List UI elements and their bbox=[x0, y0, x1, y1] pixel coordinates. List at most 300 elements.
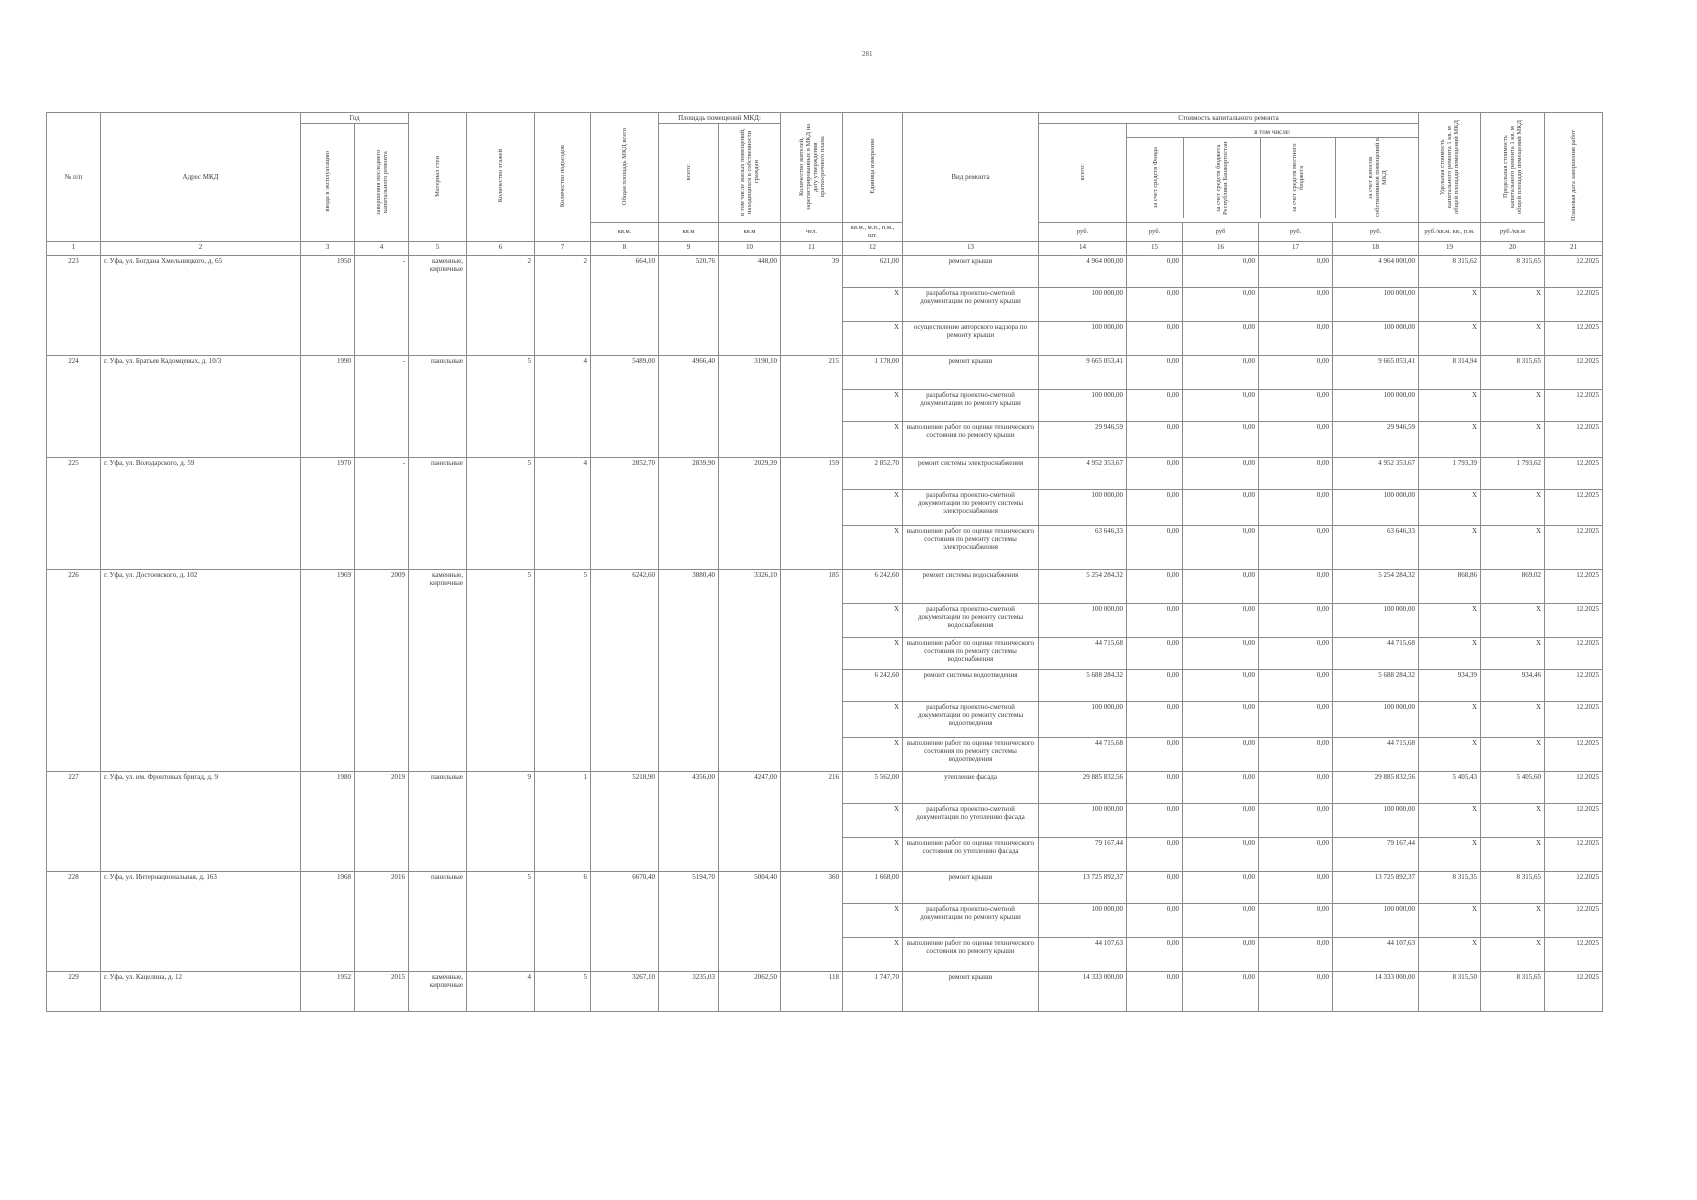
header-repair-type: Вид ремонта bbox=[903, 113, 1039, 242]
planned-date-cell: 12.2025 bbox=[1545, 702, 1603, 738]
year-commission-cell: 1969 bbox=[301, 570, 355, 772]
cost-fund-cell: 0,00 bbox=[1127, 490, 1183, 526]
header-entrances: Количество подъездов bbox=[559, 144, 566, 208]
max-cost-cell: X bbox=[1481, 638, 1545, 670]
planned-date-cell: 12.2025 bbox=[1545, 938, 1603, 972]
cost-republic-cell: 0,00 bbox=[1183, 390, 1259, 422]
quantity-cell: X bbox=[843, 526, 903, 570]
max-cost-cell: 1 793,62 bbox=[1481, 458, 1545, 490]
cost-fund-cell: 0,00 bbox=[1127, 570, 1183, 604]
repair-type-cell: выполнение работ по оценке технического состояния по ремонту крыши bbox=[903, 422, 1039, 458]
repair-type-cell: выполнение работ по оценке технического состояния по ремонту системы водоснабжения bbox=[903, 638, 1039, 670]
cost-total-cell: 29 946,59 bbox=[1039, 422, 1127, 458]
max-cost-cell: X bbox=[1481, 288, 1545, 322]
unit-cost-cell: 8 315,62 bbox=[1419, 256, 1481, 288]
total-area-cell: 3267,10 bbox=[591, 972, 659, 1012]
max-cost-cell: X bbox=[1481, 390, 1545, 422]
header-cost-owners: за счет взносов собственников помещений в МКД bbox=[1366, 138, 1388, 218]
row-number: 226 bbox=[47, 570, 101, 772]
cost-local-cell: 0,00 bbox=[1259, 526, 1333, 570]
header-room-area-total: всего: bbox=[685, 163, 692, 181]
unit-cost-cell: 8 315,50 bbox=[1419, 972, 1481, 1012]
unit-cost-cell: X bbox=[1419, 526, 1481, 570]
max-cost-cell: X bbox=[1481, 804, 1545, 838]
unit-16: руб bbox=[1183, 223, 1259, 242]
residential-area-cell: 2062,50 bbox=[719, 972, 781, 1012]
year-commission-cell: 1990 bbox=[301, 356, 355, 458]
quantity-cell: 1 747,70 bbox=[843, 972, 903, 1012]
room-area-cell: 2839,90 bbox=[659, 458, 719, 570]
entrances-cell: 4 bbox=[535, 356, 591, 458]
address-cell: г. Уфа, ул. Интернациональная, д. 163 bbox=[101, 872, 301, 972]
unit-cost-cell: 1 793,39 bbox=[1419, 458, 1481, 490]
repair-type-cell: разработка проектно-сметной документации по ремонту системы водоотведения bbox=[903, 702, 1039, 738]
cost-total-cell: 100 000,00 bbox=[1039, 904, 1127, 938]
cost-local-cell: 0,00 bbox=[1259, 490, 1333, 526]
header-num: № п/п bbox=[47, 113, 101, 242]
cost-republic-cell: 0,00 bbox=[1183, 570, 1259, 604]
column-number: 10 bbox=[719, 242, 781, 256]
cost-total-cell: 100 000,00 bbox=[1039, 604, 1127, 638]
wall-material-cell: панельные bbox=[409, 458, 467, 570]
cost-republic-cell: 0,00 bbox=[1183, 256, 1259, 288]
cost-fund-cell: 0,00 bbox=[1127, 702, 1183, 738]
repair-type-cell: разработка проектно-сметной документации по ремонту крыши bbox=[903, 288, 1039, 322]
repair-type-cell: ремонт крыши bbox=[903, 972, 1039, 1012]
header-unit: Единица измерения bbox=[869, 139, 876, 194]
planned-date-cell: 12.2025 bbox=[1545, 838, 1603, 872]
cost-total-cell: 100 000,00 bbox=[1039, 288, 1127, 322]
quantity-cell: X bbox=[843, 904, 903, 938]
repair-type-cell: ремонт системы электроснабжения bbox=[903, 458, 1039, 490]
year-commission-cell: 1952 bbox=[301, 972, 355, 1012]
residential-area-cell: 5004,40 bbox=[719, 872, 781, 972]
table-row bbox=[47, 570, 1603, 604]
max-cost-cell: 8 315,65 bbox=[1481, 872, 1545, 904]
cost-fund-cell: 0,00 bbox=[1127, 938, 1183, 972]
unit-cost-cell: 8 315,35 bbox=[1419, 872, 1481, 904]
max-cost-cell: X bbox=[1481, 702, 1545, 738]
header-year-last-repair: завершения последнего капитального ремонта bbox=[374, 148, 389, 215]
address-cell: г. Уфа, ул. Достоевского, д. 102 bbox=[101, 570, 301, 772]
cost-fund-cell: 0,00 bbox=[1127, 604, 1183, 638]
header-max-cost: Предельная стоимость капитального ремонта 1 кв. м общей площади помещений МКД bbox=[1502, 119, 1523, 214]
cost-republic-cell: 0,00 bbox=[1183, 838, 1259, 872]
room-area-cell: 3235,03 bbox=[659, 972, 719, 1012]
max-cost-cell: X bbox=[1481, 422, 1545, 458]
cost-fund-cell: 0,00 bbox=[1127, 422, 1183, 458]
cost-local-cell: 0,00 bbox=[1259, 838, 1333, 872]
cost-republic-cell: 0,00 bbox=[1183, 526, 1259, 570]
quantity-cell: X bbox=[843, 322, 903, 356]
floors-cell: 5 bbox=[467, 458, 535, 570]
repair-type-cell: разработка проектно-сметной документации по ремонту крыши bbox=[903, 904, 1039, 938]
column-number: 7 bbox=[535, 242, 591, 256]
header-floors: Количество этажей bbox=[497, 149, 504, 203]
column-number: 21 bbox=[1545, 242, 1603, 256]
planned-date-cell: 12.2025 bbox=[1545, 638, 1603, 670]
max-cost-cell: 869,02 bbox=[1481, 570, 1545, 604]
max-cost-cell: X bbox=[1481, 526, 1545, 570]
room-area-cell: 4966,40 bbox=[659, 356, 719, 458]
unit-cost-cell: X bbox=[1419, 638, 1481, 670]
cost-fund-cell: 0,00 bbox=[1127, 872, 1183, 904]
cost-republic-cell: 0,00 bbox=[1183, 638, 1259, 670]
quantity-cell: 1 178,00 bbox=[843, 356, 903, 390]
cost-owners-cell: 9 665 053,41 bbox=[1333, 356, 1419, 390]
room-area-cell: 4356,00 bbox=[659, 772, 719, 872]
wall-material-cell: каменные, кирпичные bbox=[409, 570, 467, 772]
total-area-cell: 5218,90 bbox=[591, 772, 659, 872]
cost-local-cell: 0,00 bbox=[1259, 390, 1333, 422]
cost-republic-cell: 0,00 bbox=[1183, 804, 1259, 838]
max-cost-cell: X bbox=[1481, 738, 1545, 772]
year-commission-cell: 1970 bbox=[301, 458, 355, 570]
cost-fund-cell: 0,00 bbox=[1127, 670, 1183, 702]
cost-owners-cell: 5 688 284,32 bbox=[1333, 670, 1419, 702]
max-cost-cell: X bbox=[1481, 604, 1545, 638]
row-number: 225 bbox=[47, 458, 101, 570]
cost-republic-cell: 0,00 bbox=[1183, 604, 1259, 638]
cost-fund-cell: 0,00 bbox=[1127, 256, 1183, 288]
repair-type-cell: осуществление авторского надзора по ремонту крыши bbox=[903, 322, 1039, 356]
cost-owners-cell: 13 725 892,37 bbox=[1333, 872, 1419, 904]
quantity-cell: X bbox=[843, 604, 903, 638]
column-number: 15 bbox=[1127, 242, 1183, 256]
max-cost-cell: 934,46 bbox=[1481, 670, 1545, 702]
unit-cost-cell: X bbox=[1419, 390, 1481, 422]
header-wall-material: Материал стен bbox=[434, 155, 441, 197]
max-cost-cell: 5 405,60 bbox=[1481, 772, 1545, 804]
cost-local-cell: 0,00 bbox=[1259, 738, 1333, 772]
cost-owners-cell: 4 964 000,00 bbox=[1333, 256, 1419, 288]
unit-cost-cell: X bbox=[1419, 804, 1481, 838]
floors-cell: 9 bbox=[467, 772, 535, 872]
cost-republic-cell: 0,00 bbox=[1183, 702, 1259, 738]
header-residents: Количество жителей, зарегистрированных в МКД на дату утверждения краткосрочного плана bbox=[797, 123, 826, 210]
quantity-cell: X bbox=[843, 738, 903, 772]
cost-local-cell: 0,00 bbox=[1259, 604, 1333, 638]
residents-cell: 216 bbox=[781, 772, 843, 872]
cost-owners-cell: 63 646,33 bbox=[1333, 526, 1419, 570]
unit-cost-cell: X bbox=[1419, 490, 1481, 526]
cost-republic-cell: 0,00 bbox=[1183, 670, 1259, 702]
year-commission-cell: 1950 bbox=[301, 256, 355, 356]
total-area-cell: 6242,60 bbox=[591, 570, 659, 772]
cost-total-cell: 63 646,33 bbox=[1039, 526, 1127, 570]
cost-republic-cell: 0,00 bbox=[1183, 738, 1259, 772]
cost-owners-cell: 4 952 353,67 bbox=[1333, 458, 1419, 490]
planned-date-cell: 12.2025 bbox=[1545, 458, 1603, 490]
column-number: 6 bbox=[467, 242, 535, 256]
cost-fund-cell: 0,00 bbox=[1127, 356, 1183, 390]
unit-15: руб. bbox=[1127, 223, 1183, 242]
year-last-repair-cell: 2019 bbox=[355, 772, 409, 872]
repair-type-cell: выполнение работ по оценке технического состояния по ремонту системы водоотведения bbox=[903, 738, 1039, 772]
planned-date-cell: 12.2025 bbox=[1545, 356, 1603, 390]
quantity-cell: 621,00 bbox=[843, 256, 903, 288]
cost-total-cell: 100 000,00 bbox=[1039, 804, 1127, 838]
cost-local-cell: 0,00 bbox=[1259, 638, 1333, 670]
cost-local-cell: 0,00 bbox=[1259, 872, 1333, 904]
entrances-cell: 5 bbox=[535, 570, 591, 772]
cost-total-cell: 44 715,68 bbox=[1039, 738, 1127, 772]
planned-date-cell: 12.2025 bbox=[1545, 872, 1603, 904]
table-row bbox=[47, 972, 1603, 1012]
table-row bbox=[47, 872, 1603, 904]
cost-fund-cell: 0,00 bbox=[1127, 772, 1183, 804]
unit-cost-cell: 5 405,43 bbox=[1419, 772, 1481, 804]
cost-republic-cell: 0,00 bbox=[1183, 356, 1259, 390]
quantity-cell: X bbox=[843, 804, 903, 838]
cost-fund-cell: 0,00 bbox=[1127, 904, 1183, 938]
repair-type-cell: выполнение работ по оценке технического состояния по ремонту системы электроснабжения bbox=[903, 526, 1039, 570]
header-address: Адрес МКД bbox=[101, 113, 301, 242]
quantity-cell: X bbox=[843, 390, 903, 422]
cost-local-cell: 0,00 bbox=[1259, 702, 1333, 738]
residential-area-cell: 4247,00 bbox=[719, 772, 781, 872]
total-area-cell: 2852,70 bbox=[591, 458, 659, 570]
planned-date-cell: 12.2025 bbox=[1545, 390, 1603, 422]
planned-date-cell: 12.2025 bbox=[1545, 738, 1603, 772]
column-number: 20 bbox=[1481, 242, 1545, 256]
unit-10: кв.м bbox=[719, 223, 781, 242]
column-number: 8 bbox=[591, 242, 659, 256]
cost-owners-cell: 79 167,44 bbox=[1333, 838, 1419, 872]
page-number: 281 bbox=[862, 50, 873, 58]
residents-cell: 118 bbox=[781, 972, 843, 1012]
address-cell: г. Уфа, ул. Володарского, д. 59 bbox=[101, 458, 301, 570]
cost-owners-cell: 44 107,63 bbox=[1333, 938, 1419, 972]
quantity-cell: X bbox=[843, 638, 903, 670]
cost-fund-cell: 0,00 bbox=[1127, 638, 1183, 670]
cost-owners-cell: 29 946,59 bbox=[1333, 422, 1419, 458]
entrances-cell: 4 bbox=[535, 458, 591, 570]
room-area-cell: 3880,40 bbox=[659, 570, 719, 772]
repair-type-cell: ремонт крыши bbox=[903, 356, 1039, 390]
cost-local-cell: 0,00 bbox=[1259, 356, 1333, 390]
max-cost-cell: 8 315,65 bbox=[1481, 972, 1545, 1012]
unit-14: руб. bbox=[1039, 223, 1127, 242]
year-last-repair-cell: - bbox=[355, 458, 409, 570]
residents-cell: 215 bbox=[781, 356, 843, 458]
header-planned-date: Плановая дата завершения работ bbox=[1570, 130, 1577, 222]
unit-cost-cell: X bbox=[1419, 702, 1481, 738]
wall-material-cell: панельные bbox=[409, 872, 467, 972]
cost-owners-cell: 100 000,00 bbox=[1333, 804, 1419, 838]
unit-cost-cell: X bbox=[1419, 904, 1481, 938]
planned-date-cell: 12.2025 bbox=[1545, 772, 1603, 804]
cost-owners-cell: 14 333 000,00 bbox=[1333, 972, 1419, 1012]
column-number: 4 bbox=[355, 242, 409, 256]
unit-18: руб. bbox=[1333, 223, 1419, 242]
room-area-cell: 520,76 bbox=[659, 256, 719, 356]
planned-date-cell: 12.2025 bbox=[1545, 422, 1603, 458]
cost-local-cell: 0,00 bbox=[1259, 570, 1333, 604]
cost-local-cell: 0,00 bbox=[1259, 904, 1333, 938]
floors-cell: 2 bbox=[467, 256, 535, 356]
cost-fund-cell: 0,00 bbox=[1127, 526, 1183, 570]
cost-fund-cell: 0,00 bbox=[1127, 322, 1183, 356]
unit-cost-cell: X bbox=[1419, 604, 1481, 638]
header-cost-total: всего: bbox=[1079, 163, 1086, 181]
cost-owners-cell: 29 885 832,56 bbox=[1333, 772, 1419, 804]
column-number: 2 bbox=[101, 242, 301, 256]
header-total-area: Общая площадь МКД всего bbox=[621, 127, 628, 206]
quantity-cell: 6 242,60 bbox=[843, 570, 903, 604]
year-commission-cell: 1968 bbox=[301, 872, 355, 972]
unit-17: руб. bbox=[1259, 223, 1333, 242]
cost-total-cell: 100 000,00 bbox=[1039, 702, 1127, 738]
residential-area-cell: 3190,10 bbox=[719, 356, 781, 458]
unit-9: кв.м bbox=[659, 223, 719, 242]
cost-owners-cell: 100 000,00 bbox=[1333, 702, 1419, 738]
column-number: 3 bbox=[301, 242, 355, 256]
entrances-cell: 5 bbox=[535, 972, 591, 1012]
column-number: 17 bbox=[1259, 242, 1333, 256]
cost-total-cell: 5 688 284,32 bbox=[1039, 670, 1127, 702]
quantity-cell: 6 242,60 bbox=[843, 670, 903, 702]
row-number: 223 bbox=[47, 256, 101, 356]
column-number: 14 bbox=[1039, 242, 1127, 256]
planned-date-cell: 12.2025 bbox=[1545, 670, 1603, 702]
unit-cost-cell: 868,86 bbox=[1419, 570, 1481, 604]
planned-date-cell: 12.2025 bbox=[1545, 804, 1603, 838]
quantity-cell: X bbox=[843, 938, 903, 972]
column-number: 18 bbox=[1333, 242, 1419, 256]
floors-cell: 4 bbox=[467, 972, 535, 1012]
cost-republic-cell: 0,00 bbox=[1183, 938, 1259, 972]
planned-date-cell: 12.2025 bbox=[1545, 256, 1603, 288]
residents-cell: 360 bbox=[781, 872, 843, 972]
total-area-cell: 5489,00 bbox=[591, 356, 659, 458]
cost-owners-cell: 44 715,68 bbox=[1333, 738, 1419, 772]
table-row bbox=[47, 256, 1603, 288]
cost-republic-cell: 0,00 bbox=[1183, 322, 1259, 356]
table-row bbox=[47, 772, 1603, 804]
cost-owners-cell: 5 254 284,32 bbox=[1333, 570, 1419, 604]
cost-owners-cell: 100 000,00 bbox=[1333, 390, 1419, 422]
planned-date-cell: 12.2025 bbox=[1545, 972, 1603, 1012]
year-last-repair-cell: - bbox=[355, 356, 409, 458]
max-cost-cell: X bbox=[1481, 904, 1545, 938]
floors-cell: 5 bbox=[467, 356, 535, 458]
total-area-cell: 6670,40 bbox=[591, 872, 659, 972]
cost-local-cell: 0,00 bbox=[1259, 256, 1333, 288]
cost-fund-cell: 0,00 bbox=[1127, 972, 1183, 1012]
quantity-cell: 2 852,70 bbox=[843, 458, 903, 490]
cost-republic-cell: 0,00 bbox=[1183, 422, 1259, 458]
planned-date-cell: 12.2025 bbox=[1545, 322, 1603, 356]
room-area-cell: 5194,70 bbox=[659, 872, 719, 972]
planned-date-cell: 12.2025 bbox=[1545, 604, 1603, 638]
entrances-cell: 2 bbox=[535, 256, 591, 356]
cost-local-cell: 0,00 bbox=[1259, 772, 1333, 804]
cost-fund-cell: 0,00 bbox=[1127, 390, 1183, 422]
column-number: 5 bbox=[409, 242, 467, 256]
repair-type-cell: разработка проектно-сметной документации по ремонту системы электроснабжения bbox=[903, 490, 1039, 526]
unit-19: руб./кв.м. кв., п.м. bbox=[1419, 223, 1481, 242]
cost-total-cell: 4 952 353,67 bbox=[1039, 458, 1127, 490]
header-year-group: Год bbox=[301, 113, 409, 124]
repair-type-cell: выполнение работ по оценке технического состояния по ремонту крыши bbox=[903, 938, 1039, 972]
unit-12: кв.м., м.п., п.м., шт. bbox=[843, 223, 903, 242]
cost-owners-cell: 100 000,00 bbox=[1333, 490, 1419, 526]
column-number: 13 bbox=[903, 242, 1039, 256]
unit-cost-cell: X bbox=[1419, 838, 1481, 872]
floors-cell: 5 bbox=[467, 872, 535, 972]
repair-type-cell: утепление фасада bbox=[903, 772, 1039, 804]
residential-area-cell: 3326,10 bbox=[719, 570, 781, 772]
unit-cost-cell: X bbox=[1419, 322, 1481, 356]
cost-total-cell: 100 000,00 bbox=[1039, 390, 1127, 422]
cost-local-cell: 0,00 bbox=[1259, 458, 1333, 490]
max-cost-cell: X bbox=[1481, 322, 1545, 356]
max-cost-cell: 8 315,65 bbox=[1481, 356, 1545, 390]
repair-type-cell: ремонт крыши bbox=[903, 256, 1039, 288]
unit-cost-cell: 934,39 bbox=[1419, 670, 1481, 702]
repair-type-cell: разработка проектно-сметной документации по ремонту крыши bbox=[903, 390, 1039, 422]
header-unit-cost: Удельная стоимость капитального ремонта 1 кв. м общей площади помещений МКД bbox=[1439, 119, 1460, 214]
residents-cell: 39 bbox=[781, 256, 843, 356]
cost-republic-cell: 0,00 bbox=[1183, 904, 1259, 938]
cost-total-cell: 4 964 000,00 bbox=[1039, 256, 1127, 288]
residents-cell: 159 bbox=[781, 458, 843, 570]
entrances-cell: 1 bbox=[535, 772, 591, 872]
year-last-repair-cell: 2009 bbox=[355, 570, 409, 772]
cost-total-cell: 9 665 053,41 bbox=[1039, 356, 1127, 390]
unit-11: чел. bbox=[781, 223, 843, 242]
quantity-cell: 5 562,00 bbox=[843, 772, 903, 804]
column-number: 12 bbox=[843, 242, 903, 256]
residential-area-cell: 448,00 bbox=[719, 256, 781, 356]
wall-material-cell: каменные, кирпичные bbox=[409, 256, 467, 356]
max-cost-cell: X bbox=[1481, 938, 1545, 972]
header-cost-group: Стоимость капитального ремонта bbox=[1039, 113, 1419, 124]
cost-total-cell: 79 167,44 bbox=[1039, 838, 1127, 872]
header-room-area-group: Площадь помещений МКД: bbox=[659, 113, 781, 124]
planned-date-cell: 12.2025 bbox=[1545, 570, 1603, 604]
repair-type-cell: разработка проектно-сметной документации по утеплению фасада bbox=[903, 804, 1039, 838]
cost-local-cell: 0,00 bbox=[1259, 322, 1333, 356]
cost-total-cell: 44 107,63 bbox=[1039, 938, 1127, 972]
total-area-cell: 664,10 bbox=[591, 256, 659, 356]
quantity-cell: X bbox=[843, 702, 903, 738]
unit-cost-cell: X bbox=[1419, 288, 1481, 322]
unit-cost-cell: X bbox=[1419, 938, 1481, 972]
row-number: 227 bbox=[47, 772, 101, 872]
header-year-commission: ввода в эксплуатацию bbox=[324, 151, 331, 212]
row-number: 229 bbox=[47, 972, 101, 1012]
cost-local-cell: 0,00 bbox=[1259, 804, 1333, 838]
column-number: 19 bbox=[1419, 242, 1481, 256]
column-number: 16 bbox=[1183, 242, 1259, 256]
column-number-row bbox=[47, 242, 1603, 256]
row-number: 224 bbox=[47, 356, 101, 458]
table-row bbox=[47, 356, 1603, 390]
column-number: 9 bbox=[659, 242, 719, 256]
cost-fund-cell: 0,00 bbox=[1127, 288, 1183, 322]
repair-type-cell: разработка проектно-сметной документации по ремонту системы водоснабжения bbox=[903, 604, 1039, 638]
header-cost-fund: за счет средств Фонда bbox=[1151, 147, 1159, 209]
cost-owners-cell: 100 000,00 bbox=[1333, 604, 1419, 638]
cost-republic-cell: 0,00 bbox=[1183, 772, 1259, 804]
planned-date-cell: 12.2025 bbox=[1545, 526, 1603, 570]
cost-total-cell: 100 000,00 bbox=[1039, 322, 1127, 356]
repair-type-cell: ремонт крыши bbox=[903, 872, 1039, 904]
max-cost-cell: X bbox=[1481, 490, 1545, 526]
cost-republic-cell: 0,00 bbox=[1183, 972, 1259, 1012]
